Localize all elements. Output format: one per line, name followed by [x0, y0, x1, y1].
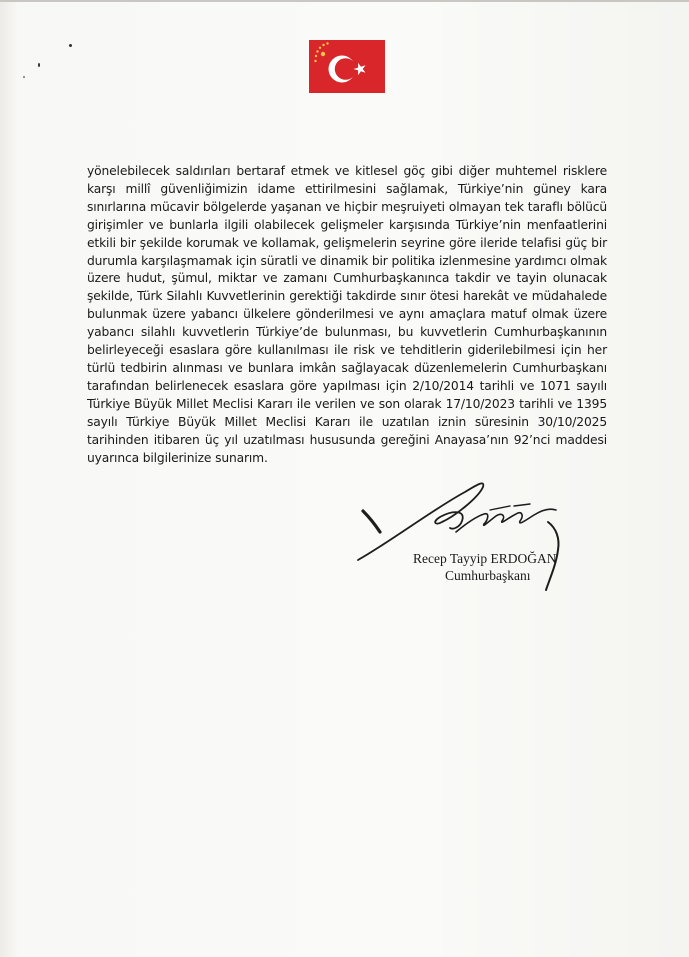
scan-speck — [23, 76, 25, 78]
signer-name: Recep Tayyip ERDOĞAN — [413, 551, 557, 566]
presidential-flag-icon — [309, 40, 385, 93]
letter-body: yönelebilecek saldırıları bertaraf etmek ve kitlesel göç gibi diğer muhtemel risklere karşı millî güvenliğimizin idame ettirilmesini sağlamak, Türkiye’nin güney kara sınırlarına mücavir bölgelerde yaşanan ve hiçbir meşruiyeti olmayan tek taraflı bölücü girişimler ve bunlarla ilgili olabilecek gelişmeler karşısında Türkiye’nin menfaatlerini etkili bir şekilde korumak ve kollamak, gelişmelerin seyrine göre ileride telafisi güç bir durumla karşılaşmamak için süratli ve dinamik bir politika izlenmesine yardımcı olmak üzere hudut, şümul, miktar ve zamanı Cumhurbaşkanınca takdir ve tayin olunacak şekilde, Türk Silahlı Kuvvetlerinin gerektiği takdirde sınır ötesi harekât ve müdahalede bulunmak üzere yabancı ülkelere gönderilmesi ve aynı amaçlara matuf olmak üzere yabancı silahlı kuvvetlerin Türkiye’de bulunması, bu kuvvetlerin Cumhurbaşkanının belirleyeceği esaslara göre kullanılması ile risk ve tehditlerin giderilebilmesi için her türlü tedbirin alınması ve bunlara imkân sağlayacak düzenlemelerin Cumhurbaşkanı tarafından belirlenecek esaslara göre yapılması için 2/10/2014 tarihli ve 1071 sayılı Türkiye Büyük Millet Meclisi Kararı ile verilen ve son olarak 17/10/2023 tarihli ve 1395 sayılı Türkiye Büyük Millet Meclisi Kararı ile uzatılan iznin süresinin 30/10/2025 tarihinden itibaren üç yıl uzatılması hususunda gereğini Anayasa’nın 92’nci maddesi uyarınca bilgilerinize sunarım. — [87, 164, 607, 465]
page-top-edge — [0, 0, 689, 2]
scan-speck — [38, 63, 40, 67]
scan-speck — [69, 44, 72, 47]
signer-title: Cumhurbaşkanı — [445, 568, 531, 583]
